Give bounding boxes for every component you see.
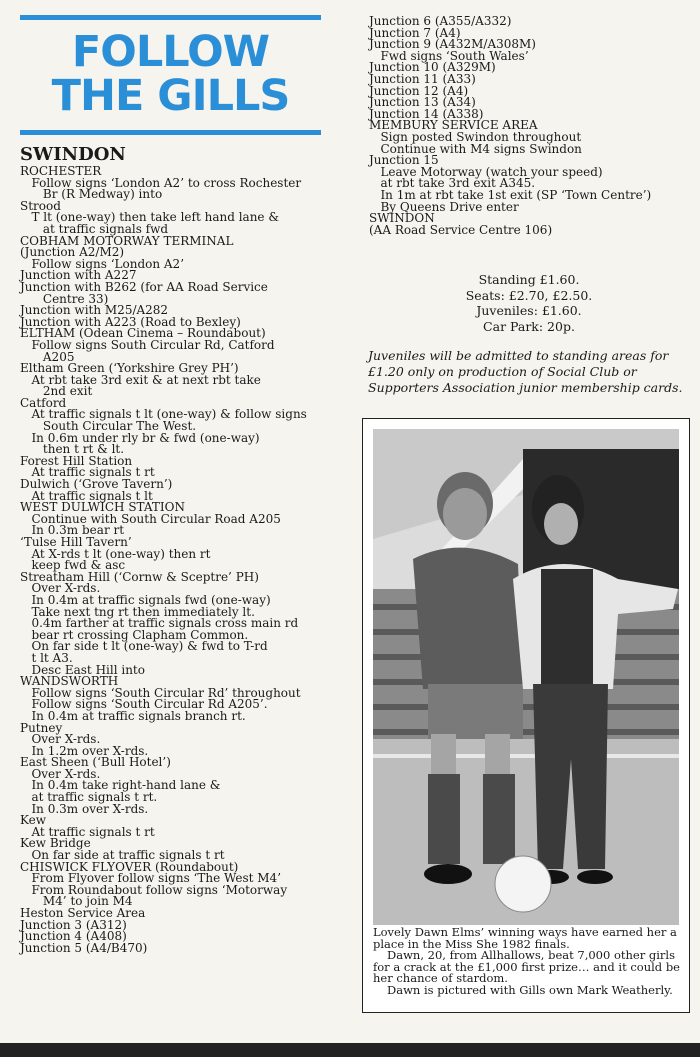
- route-line: Follow signs ‘South Circular Rd’ throughout: [20, 685, 301, 700]
- route-line: Desc East Hill into: [20, 662, 145, 677]
- route-line: In 0.3m bear rt: [20, 523, 125, 538]
- route-line: CHISWICK FLYOVER (Roundabout): [20, 859, 239, 874]
- route-line: Junction 4 (A408): [20, 929, 127, 944]
- destination-heading: SWINDON: [20, 144, 126, 165]
- route-line: Catford: [20, 395, 67, 410]
- route-line: In 1.2m over X-rds.: [20, 743, 149, 758]
- route-line: Junction 11 (A33): [369, 71, 476, 86]
- route-line: Eltham Green (‘Yorkshire Grey PH’): [20, 361, 239, 376]
- route-line: Junction with M25/A282: [20, 303, 169, 318]
- route-line: Heston Service Area: [20, 906, 146, 920]
- route-line: Take next tng rt then immediately lt.: [20, 604, 255, 619]
- route-line: A205: [20, 349, 75, 364]
- route-line: at rbt take 3rd exit A345.: [369, 176, 536, 191]
- footer-bar: [0, 1043, 700, 1057]
- route-line: Junction 6 (A355/A332): [369, 14, 512, 28]
- price-seats: Seats: £2.70, £2.50.: [465, 287, 593, 303]
- route-line: 2nd exit: [20, 384, 93, 399]
- route-line: East Sheen (‘Bull Hotel’): [20, 755, 171, 770]
- route-line: Junction 3 (A312): [20, 917, 127, 932]
- route-line: Junction 15: [369, 153, 439, 168]
- route-line: Junction 13 (A34): [369, 95, 476, 110]
- route-line: Follow signs ‘South Circular Rd A205’.: [20, 697, 268, 712]
- price-car-park: Car Park: 20p.: [483, 318, 575, 334]
- route-line: Follow signs ‘London A2’ to cross Rochester: [20, 175, 302, 190]
- caption-para-2: Dawn, 20, from Allhallows, beat 7,000 other girls for a crack at the £1,000 first prize… and it could be her chance of stardom.: [373, 948, 680, 985]
- route-column-2: [369, 16, 651, 236]
- route-line: Centre 33): [20, 291, 109, 306]
- route-line: Junction 14 (A338): [369, 106, 484, 121]
- photo-dawn-and-mark: [373, 429, 679, 925]
- route-line: Leave Motorway (watch your speed): [369, 164, 603, 179]
- route-line: Junction 9 (A432M/A308M): [369, 37, 536, 52]
- route-line: Fwd signs ‘South Wales’: [369, 48, 529, 63]
- route-line: Dulwich (‘Grove Tavern’): [20, 477, 173, 492]
- route-line: At rbt take 3rd exit & at next rbt take: [20, 372, 261, 387]
- route-line: Junction 7 (A4): [369, 25, 461, 40]
- route-line: Kew: [20, 813, 47, 828]
- route-line: Br (R Medway) into: [20, 187, 163, 202]
- juveniles-note: Juveniles will be admitted to standing areas for £1.20 only on production of Social Club or Supporters Association junior membership cards.: [368, 348, 683, 395]
- route-line: In 0.4m at traffic signals branch rt.: [20, 708, 246, 723]
- route-line: WANDSWORTH: [20, 674, 119, 689]
- route-line: Junction 12 (A4): [369, 83, 469, 98]
- route-line: From Flyover follow signs ‘The West M4’: [20, 871, 282, 886]
- route-line: In 1m at rbt take 1st exit (SP ‘Town Centre’): [369, 187, 652, 202]
- route-line: ELTHAM (Odean Cinema – Roundabout): [20, 326, 266, 341]
- route-line: keep fwd & asc: [20, 558, 126, 573]
- route-line: Junction 10 (A329M): [369, 60, 496, 75]
- route-line: Forest Hill Station: [20, 453, 133, 468]
- route-line: SWINDON: [369, 211, 435, 226]
- route-line: COBHAM MOTORWAY TERMINAL: [20, 233, 234, 248]
- masthead-line-2: THE GILLS: [51, 71, 290, 121]
- route-line: Junction 5 (A4/B470): [20, 940, 148, 955]
- route-line: From Roundabout follow signs ‘Motorway: [20, 882, 288, 897]
- route-line: On far side at traffic signals t rt: [20, 848, 225, 863]
- route-line: Follow signs South Circular Rd, Catford: [20, 337, 275, 352]
- route-line: (AA Road Service Centre 106): [369, 222, 553, 237]
- route-line: Continue with M4 signs Swindon: [369, 141, 582, 156]
- masthead-top-rule: [20, 15, 321, 20]
- route-line: At traffic signals t lt (one-way) & follow signs: [20, 407, 307, 422]
- route-line: at traffic signals t rt.: [20, 790, 158, 805]
- route-column-1: [20, 166, 307, 954]
- route-line: Over X-rds.: [20, 732, 101, 747]
- route-line: M4’ to join M4: [20, 894, 133, 909]
- route-line: By Queens Drive enter: [369, 199, 519, 214]
- masthead-bottom-rule: [20, 130, 321, 135]
- masthead-line-1: FOLLOW: [71, 27, 270, 77]
- photo-caption: [373, 927, 681, 996]
- caption-para-3: Dawn is pictured with Gills own Mark Weatherly.: [387, 982, 673, 997]
- route-line: At traffic signals t lt: [20, 488, 153, 503]
- masthead: [20, 27, 321, 121]
- route-line: On far side t lt (one-way) & fwd to T-rd: [20, 639, 268, 654]
- price-juveniles: Juveniles: £1.60.: [476, 303, 582, 318]
- route-line: (Junction A2/M2): [20, 245, 125, 260]
- route-line: Continue with South Circular Road A205: [20, 511, 281, 526]
- price-standing: Standing £1.60.: [478, 272, 580, 287]
- route-line: T lt (one-way) then take left hand lane &: [20, 210, 280, 225]
- route-line: WEST DULWICH STATION: [20, 500, 185, 515]
- route-line: In 0.4m take right-hand lane &: [20, 778, 221, 793]
- route-line: Junction with A223 (Road to Bexley): [20, 314, 241, 329]
- route-line: Follow signs ‘London A2’: [20, 256, 185, 271]
- route-line: Streatham Hill (‘Cornw & Sceptre’ PH): [20, 569, 259, 584]
- route-line: Putney: [20, 720, 63, 735]
- route-line: Junction with B262 (for AA Road Service: [20, 279, 268, 294]
- route-line: at traffic signals fwd: [20, 221, 169, 236]
- route-line: MEMBURY SERVICE AREA: [369, 118, 538, 133]
- photo-feature: [362, 418, 690, 1013]
- route-line: South Circular The West.: [20, 419, 197, 434]
- route-line: In 0.3m over X-rds.: [20, 801, 149, 816]
- route-line: At traffic signals t rt: [20, 824, 155, 839]
- route-line: At traffic signals t rt: [20, 465, 155, 480]
- admission-prices: [368, 272, 690, 334]
- route-line: ROCHESTER: [20, 164, 102, 178]
- route-line: In 0.6m under rly br & fwd (one-way): [20, 430, 260, 445]
- route-line: then t rt & lt.: [20, 442, 125, 457]
- caption-para-1: Lovely Dawn Elms’ winning ways have earned her a place in the Miss She 1982 finals.: [373, 925, 677, 951]
- route-line: Sign posted Swindon throughout: [369, 129, 582, 144]
- route-line: ‘Tulse Hill Tavern’: [20, 535, 132, 549]
- route-line: 0.4m farther at traffic signals cross main rd: [20, 616, 299, 631]
- route-line: Strood: [20, 198, 61, 213]
- route-line: t lt A3.: [20, 650, 73, 665]
- route-line: Kew Bridge: [20, 836, 91, 851]
- route-line: Over X-rds.: [20, 581, 101, 596]
- route-line: Junction with A227: [20, 268, 137, 283]
- route-line: At X-rds t lt (one-way) then rt: [20, 546, 211, 561]
- route-line: Over X-rds.: [20, 766, 101, 781]
- route-line: bear rt crossing Clapham Common.: [20, 627, 249, 642]
- route-line: In 0.4m at traffic signals fwd (one-way): [20, 592, 271, 607]
